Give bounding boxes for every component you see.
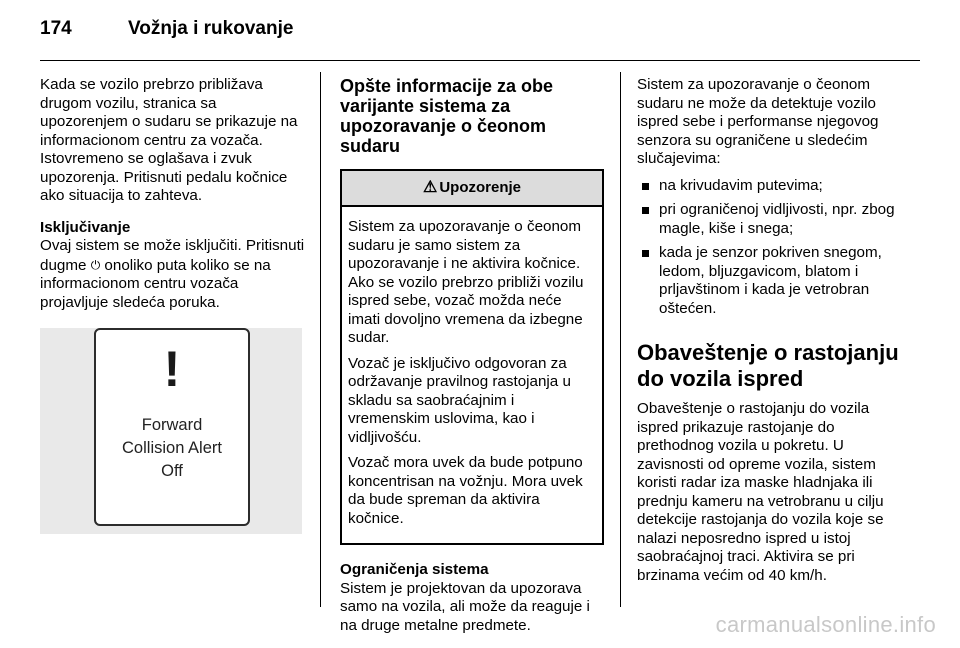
distance-heading: Obaveštenje o rastojanju do vozila ispred	[637, 340, 899, 391]
column-right	[637, 76, 905, 598]
exclamation-icon: !	[163, 341, 181, 397]
column-divider	[320, 72, 321, 607]
warning-paragraph: Sistem za upozoravanje o čeonom sudaru je samo sistem za upozoravanje i ne aktivira kočnice. Ako se vozilo prebrzo približi vozilu ispred sebe, vozač možda neće imati dovoljno vremena da izbegne sudar.	[348, 218, 584, 346]
intro-paragraph: Kada se vozilo prebrzo približava drugom vozilu, stranica sa upozorenjem o sudaru se prikazuje na informacionom centru za vozača. Istovremeno se oglašava i zvuk upozorenja. Pritisnuti pedalu kočnice ako situacija to zahteva.	[40, 76, 298, 204]
header-divider	[40, 60, 920, 61]
bullet-icon	[642, 207, 649, 214]
power-button-icon: ⏻	[90, 257, 101, 272]
bullet-icon	[642, 183, 649, 190]
column-middle	[340, 76, 604, 648]
section-heading: Opšte informacije za obe varijante sistema za upozoravanje o čeonom sudaru	[340, 76, 554, 156]
limitations-list	[637, 177, 905, 319]
warning-title: ⚠ Upozorenje	[342, 171, 602, 207]
warning-paragraph: Vozač je isključivo odgovoran za održavanje pravilnog rastojanja u skladu sa saobraćajnim i vremenskim uslovima, kao i vidljivošću.	[348, 354, 571, 446]
watermark: carmanualsonline.info	[715, 612, 936, 637]
warning-triangle-icon: ⚠	[422, 178, 438, 196]
display-message: Forward Collision Alert Off	[122, 416, 222, 480]
disable-paragraph: Ovaj sistem se može isključiti. Pritisnuti dugme ⏻ onoliko puta koliko se na informacionom centru vozača projavljuje sledeća poruka.	[40, 237, 305, 311]
page-header	[40, 14, 293, 44]
warning-box	[340, 169, 604, 545]
warning-paragraph: Vozač mora uvek da bude potpuno koncentrisan na vožnju. Mora uvek da bude spreman da aktivira kočnice.	[348, 454, 583, 527]
disable-heading: Isključivanje	[40, 218, 131, 236]
limits-heading: Ograničenja sistema	[340, 561, 489, 578]
driver-info-display-image	[40, 328, 302, 534]
list-item: pri ograničenoj vidljivosti, npr. zbog magle, kiše i snega;	[637, 201, 905, 238]
page-number: 174	[40, 18, 72, 39]
distance-paragraph: Obaveštenje o rastojanju do vozila ispred prikazuje rastojanje do prethodnog vozila u pokretu. U zavisnosti od opreme vozila, sistem koristi radar iza maske hladnjaka ili prednju kameru na vetrobranu u cilju detekcije rastojanja do vozila koje se nalazi neposredno ispred u istoj saobraćajnoj traci. Aktivira se pri brzinama većim od 40 km/h.	[637, 400, 884, 584]
list-item: na krivudavim putevima;	[637, 177, 905, 196]
list-item: kada je senzor pokriven snegom, ledom, bljuzgavicom, blatom i prljavštinom i kada je vetrobran oštećen.	[637, 244, 905, 318]
column-divider	[620, 72, 621, 607]
limits-paragraph: Sistem je projektovan da upozorava samo na vozila, ali može da reaguje i na druge metalne predmete.	[340, 579, 590, 634]
warning-body	[342, 207, 602, 543]
limitations-intro: Sistem za upozoravanje o čeonom sudaru ne može da detektuje vozilo ispred sebe i performanse njegovog senzora su ograničene u sledećim slučajevima:	[637, 76, 879, 167]
bullet-icon	[642, 250, 649, 257]
column-left	[40, 76, 306, 534]
display-panel	[94, 328, 250, 526]
page-title: Vožnja i rukovanje	[128, 18, 294, 39]
